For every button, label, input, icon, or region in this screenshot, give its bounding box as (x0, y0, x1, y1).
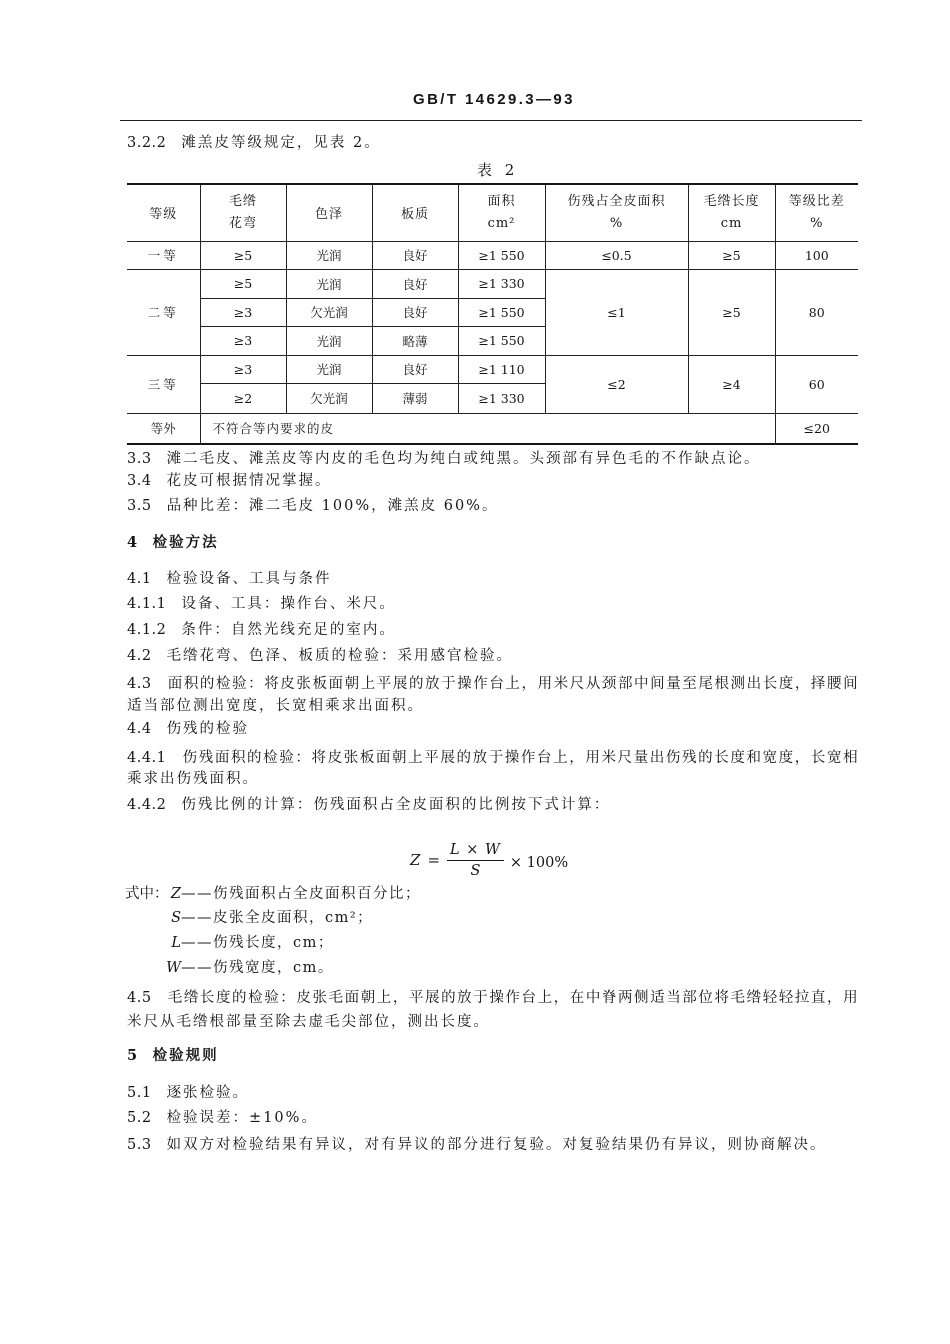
clause-number: 3.3 (127, 451, 152, 467)
header-ratio (775, 184, 858, 241)
clause-4-4-1-continuation: 乘求出伤残面积。 (127, 771, 259, 787)
cell-ratio: 80 (775, 269, 858, 355)
variable-symbol: W (166, 960, 181, 976)
header-area-line1: 面积 (487, 193, 516, 209)
clause-4-4-1 (127, 748, 858, 768)
cell-length: ≥4 (688, 355, 775, 413)
cell-area: ≥1 330 (458, 269, 545, 298)
clause-text: 滩二毛皮、滩羔皮等内皮的毛色均为纯白或纯黑。头颈部有异色毛的不作缺点论。 (166, 451, 761, 467)
variable-description: ——皮张全皮面积，cm²； (181, 910, 374, 926)
clause-text-line1: 毛绺长度的检验：皮张毛面朝上，平展的放于操作台上，在中脊两侧适当部位将毛绺轻轻拉直，用 (166, 990, 858, 1006)
clause-5-3 (127, 1135, 827, 1155)
formula-denominator: S (470, 862, 481, 879)
clause-text: 品种比差：滩二毛皮 100%，滩羔皮 60%。 (166, 498, 499, 514)
defect-ratio-formula (410, 836, 568, 884)
cell-luster: 欠光润 (286, 298, 372, 326)
cell-grade: 三等 (127, 355, 200, 413)
clause-4-5 (127, 988, 858, 1008)
cell-length: ≥5 (688, 241, 775, 269)
section-number: 4 (127, 534, 138, 551)
clause-number: 4.4.1 (127, 750, 167, 766)
cell-curl: ≥3 (200, 355, 286, 383)
cell-luster: 光润 (286, 326, 372, 355)
table-caption: 表 2 (477, 161, 519, 179)
cell-leather: 略薄 (372, 326, 458, 355)
table-row (127, 269, 858, 298)
variable-symbol: L (171, 935, 181, 951)
clause-text: 伤残的检验 (166, 721, 250, 737)
clause-number: 4.1.1 (127, 596, 167, 612)
document-number: GB/T 14629.3—93 (413, 91, 575, 108)
cell-leather: 良好 (372, 269, 458, 298)
clause-4-3-continuation: 适当部位测出宽度，长宽相乘求出面积。 (127, 698, 424, 714)
header-length-unit: cm (720, 215, 743, 231)
cell-off-grade-description: 不符合等内要求的皮 (200, 413, 775, 444)
clause-4-4 (127, 719, 249, 739)
clause-text: 检验误差：±10%。 (166, 1110, 318, 1126)
clause-text: 毛绺花弯、色泽、板质的检验：采用感官检验。 (166, 648, 514, 664)
header-luster (286, 184, 372, 241)
formula-factor: × 100% (509, 855, 569, 871)
header-ratio-line1: 等级比差 (788, 193, 845, 209)
clause-number: 5.1 (127, 1085, 152, 1101)
cell-grade: 等外 (127, 413, 200, 444)
formula-equals: = (427, 851, 441, 869)
variable-definition (125, 933, 334, 953)
clause-3-2-2 (127, 133, 381, 153)
clause-5-2 (127, 1108, 318, 1128)
clause-3-5 (127, 496, 498, 516)
clause-3-4 (127, 471, 332, 491)
clause-number: 4.1 (127, 571, 152, 587)
cell-area: ≥1 550 (458, 298, 545, 326)
clause-text: 逐张检验。 (166, 1085, 250, 1101)
header-grade (127, 184, 200, 241)
variable-definition (125, 958, 334, 978)
header-grade-label: 等级 (149, 207, 178, 223)
clause-text: 滩羔皮等级规定，见表 2。 (181, 135, 381, 151)
section-title: 检验方法 (152, 534, 219, 551)
variable-description: ——伤残长度，cm； (181, 935, 334, 951)
cell-defect: ≤2 (545, 355, 688, 413)
clause-number: 4.4.2 (127, 797, 167, 813)
header-curl (200, 184, 286, 241)
section-number: 5 (127, 1047, 138, 1064)
clause-3-3 (127, 449, 761, 469)
clause-text: 花皮可根据情况掌握。 (166, 473, 332, 489)
cell-area: ≥1 550 (458, 241, 545, 269)
clause-text: 检验设备、工具与条件 (166, 571, 332, 587)
cell-leather: 良好 (372, 298, 458, 326)
clause-4-4-2 (127, 795, 610, 815)
cell-luster: 光润 (286, 269, 372, 298)
section-title: 检验规则 (152, 1047, 219, 1064)
header-defect (545, 184, 688, 241)
header-leather-label: 板质 (400, 207, 429, 223)
clause-number: 3.2.2 (127, 135, 167, 151)
clause-text: 如双方对检验结果有异议，对有异议的部分进行复验。对复验结果仍有异议，则协商解决。 (166, 1137, 827, 1153)
cell-length: ≥5 (688, 269, 775, 355)
variable-definition (125, 884, 421, 904)
clause-number: 4.1.2 (127, 622, 167, 638)
cell-curl: ≥5 (200, 241, 286, 269)
clause-4-3 (127, 674, 858, 694)
clause-number: 5.3 (127, 1137, 152, 1153)
table-row (127, 241, 858, 269)
clause-text: 伤残比例的计算：伤残面积占全皮面积的比例按下式计算： (181, 797, 611, 813)
variable-symbol: Z (170, 886, 181, 902)
where-intro: 式中： (125, 886, 169, 902)
cell-leather: 良好 (372, 241, 458, 269)
header-rule (120, 120, 862, 121)
table-row (127, 355, 858, 383)
cell-luster: 光润 (286, 241, 372, 269)
header-length-line1: 毛绺长度 (703, 193, 760, 209)
clause-number: 3.4 (127, 473, 152, 489)
cell-ratio: 60 (775, 355, 858, 413)
section-4-heading (127, 533, 219, 553)
clause-4-1-2 (127, 620, 396, 640)
clause-4-2 (127, 646, 513, 666)
clause-number: 4.4 (127, 721, 152, 737)
cell-area: ≥1 110 (458, 355, 545, 383)
cell-area: ≥1 330 (458, 383, 545, 413)
cell-ratio: 100 (775, 241, 858, 269)
cell-area: ≥1 550 (458, 326, 545, 355)
cell-grade: 二等 (127, 269, 200, 355)
grade-table (127, 183, 858, 445)
formula-fraction (447, 840, 504, 881)
clause-number: 3.5 (127, 498, 152, 514)
clause-number: 4.2 (127, 648, 152, 664)
clause-text: 设备、工具：操作台、米尺。 (181, 596, 396, 612)
clause-text-line1: 面积的检验：将皮张板面朝上平展的放于操作台上，用米尺从颈部中间量至尾根测出长度，择腰间 (166, 676, 858, 692)
formula-numerator: L × W (447, 840, 504, 861)
cell-curl: ≥2 (200, 383, 286, 413)
variable-definition (125, 908, 373, 928)
table-row (127, 413, 858, 444)
header-length (688, 184, 775, 241)
cell-grade: 一等 (127, 241, 200, 269)
clause-4-1 (127, 569, 332, 589)
cell-leather: 良好 (372, 355, 458, 383)
clause-5-1 (127, 1083, 249, 1103)
clause-text: 条件：自然光线充足的室内。 (181, 622, 396, 638)
cell-defect: ≤0.5 (545, 241, 688, 269)
variable-description: ——伤残面积占全皮面积百分比； (181, 886, 421, 902)
header-curl-line1: 毛绺 (228, 193, 257, 209)
formula-lhs: Z (410, 851, 421, 869)
clause-number: 4.5 (127, 990, 152, 1006)
cell-luster: 光润 (286, 355, 372, 383)
variable-description: ——伤残宽度，cm。 (181, 960, 334, 976)
header-luster-label: 色泽 (314, 207, 343, 223)
header-defect-unit: % (609, 215, 624, 231)
header-ratio-unit: % (810, 215, 824, 231)
cell-luster: 欠光润 (286, 383, 372, 413)
clause-4-5-continuation: 米尺从毛绺根部量至除去虚毛尖部位，测出长度。 (127, 1014, 490, 1030)
clause-number: 5.2 (127, 1110, 152, 1126)
header-curl-line2: 花弯 (228, 215, 257, 231)
table-header-row (127, 184, 858, 241)
cell-curl: ≥5 (200, 269, 286, 298)
variable-symbol: S (171, 910, 181, 926)
cell-curl: ≥3 (200, 326, 286, 355)
cell-leather: 薄弱 (372, 383, 458, 413)
clause-4-1-1 (127, 594, 396, 614)
header-leather (372, 184, 458, 241)
section-5-heading (127, 1046, 219, 1066)
cell-ratio: ≤20 (775, 413, 858, 444)
cell-curl: ≥3 (200, 298, 286, 326)
clause-text-line1: 伤残面积的检验：将皮张板面朝上平展的放于操作台上，用米尺量出伤残的长度和宽度，长宽相 (181, 750, 858, 766)
header-defect-line1: 伤残占全皮面积 (567, 193, 666, 209)
header-area-unit: cm² (487, 215, 516, 231)
header-area (458, 184, 545, 241)
clause-number: 4.3 (127, 676, 152, 692)
cell-defect: ≤1 (545, 269, 688, 355)
